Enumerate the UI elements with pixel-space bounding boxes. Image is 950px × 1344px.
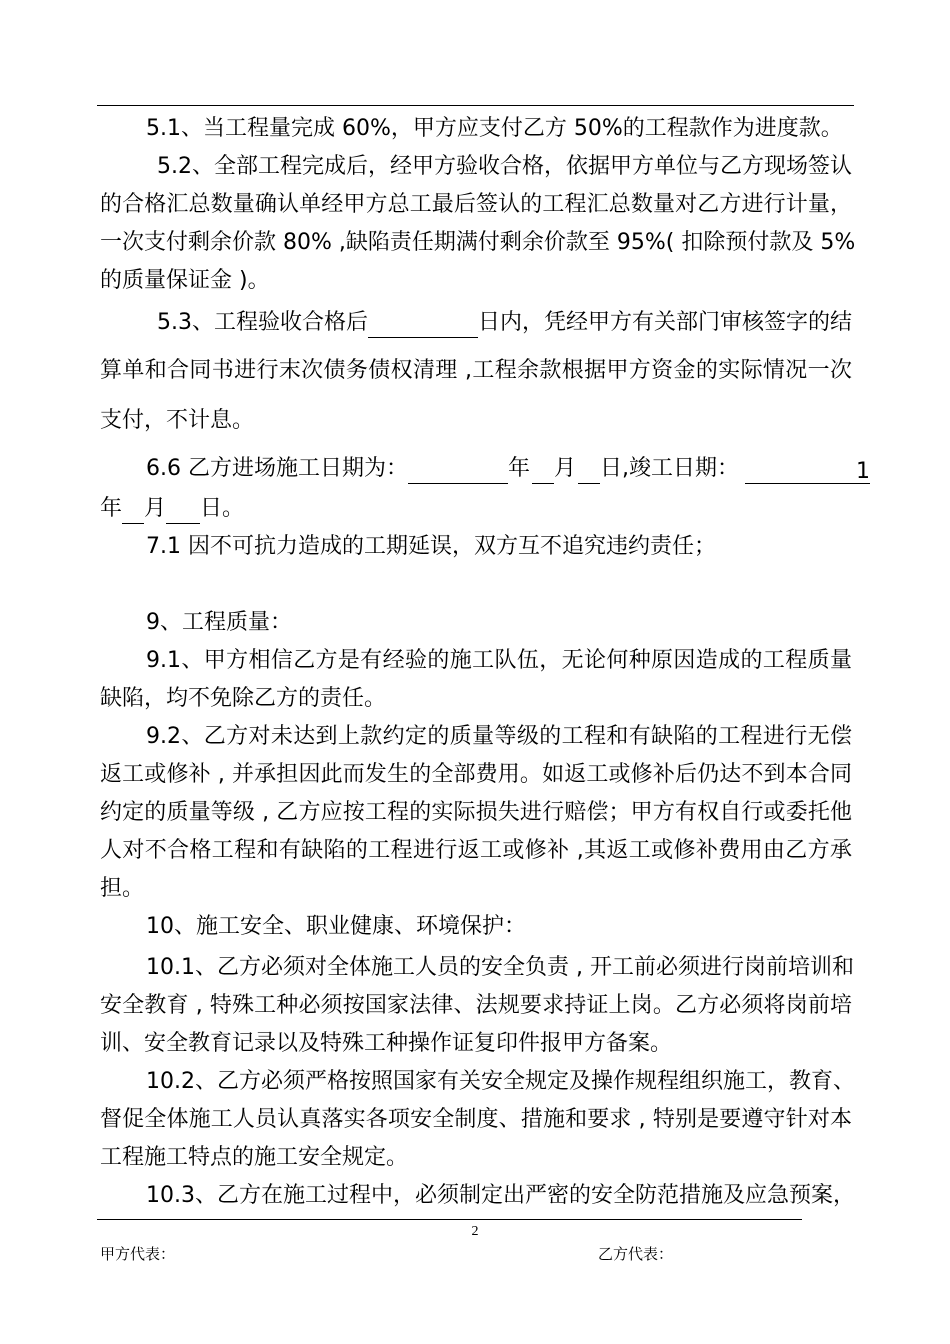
clause-10-1-line-3: 训、安全教育记录以及特殊工种操作证复印件报甲方备案。 bbox=[100, 1031, 673, 1056]
footer-rule bbox=[97, 1219, 802, 1220]
clause-9-2-line-2: 返工或修补 , 并承担因此而发生的全部费用。如返工或修补后仍达不到本合同 bbox=[100, 762, 852, 787]
clause-5-2-line-1: 5.2、全部工程完成后，经甲方验收合格，依据甲方单位与乙方现场签认 bbox=[157, 154, 852, 179]
clause-10-2-line-2: 督促全体施工人员认真落实各项安全制度、措施和要求 , 特别是要遵守针对本 bbox=[100, 1107, 852, 1132]
section-10-heading: 10、施工安全、职业健康、环境保护： bbox=[146, 914, 526, 939]
completion-digit: 1 bbox=[856, 459, 871, 484]
clause-5-3-mid: 日内，凭经甲方有关部门审核签字的结 bbox=[478, 310, 853, 335]
start-month-label: 月 bbox=[554, 456, 577, 481]
start-year-label: 年 bbox=[507, 456, 530, 481]
start-day-blank bbox=[578, 457, 600, 484]
end-month-label: 月 bbox=[144, 496, 167, 521]
clause-10-1-line-1: 10.1、乙方必须对全体施工人员的安全负责 , 开工前必须进行岗前培训和 bbox=[146, 955, 854, 980]
clause-5-1: 5.1、当工程量完成 60%，甲方应支付乙方 50%的工程款作为进度款。 bbox=[146, 116, 843, 141]
clause-9-2-line-5: 担。 bbox=[100, 876, 145, 901]
clause-5-3-line-2: 算单和合同书进行末次债务债权清理 ,工程余款根据甲方资金的实际情况一次 bbox=[100, 358, 852, 383]
clause-5-2-line-2: 的合格汇总数量确认单经甲方总工最后签认的工程汇总数量对乙方进行计量， bbox=[100, 192, 852, 217]
page-number: 2 bbox=[471, 1224, 479, 1239]
start-date-label: 6.6 乙方进场施工日期为： bbox=[146, 456, 408, 481]
completion-date-label: ,竣工日期： bbox=[622, 456, 740, 481]
days-blank bbox=[368, 311, 478, 338]
end-day-label: 日。 bbox=[200, 496, 245, 521]
header-rule bbox=[97, 105, 854, 106]
clause-9-1-line-2: 缺陷，均不免除乙方的责任。 bbox=[100, 686, 387, 711]
clause-10-1-line-2: 安全教育 , 特殊工种必须按国家法律、法规要求持证上岗。乙方必须将岗前培 bbox=[100, 993, 852, 1018]
clause-6-6-line-2 bbox=[100, 494, 852, 530]
clause-10-3-line-1: 10.3、乙方在施工过程中，必须制定出严密的安全防范措施及应急预案， bbox=[146, 1183, 855, 1208]
start-day-label: 日 bbox=[600, 456, 623, 481]
section-9-heading: 9、工程质量： bbox=[146, 610, 292, 635]
clause-5-2-line-4: 的质量保证金 )。 bbox=[100, 268, 270, 293]
completion-blank bbox=[745, 457, 870, 484]
clause-10-2-line-1: 10.2、乙方必须严格按照国家有关安全规定及操作规程组织施工，教育、 bbox=[146, 1069, 855, 1094]
start-year-blank bbox=[408, 457, 508, 484]
clause-9-2-line-1: 9.2、乙方对未达到上款约定的质量等级的工程和有缺陷的工程进行无偿 bbox=[146, 724, 852, 749]
clause-6-6-line-1 bbox=[146, 454, 871, 490]
clause-5-2-line-3: 一次支付剩余价款 80% ,缺陷责任期满付剩余价款至 95%( 扣除预付款及 5% bbox=[100, 230, 856, 255]
clause-9-1-line-1: 9.1、甲方相信乙方是有经验的施工队伍，无论何种原因造成的工程质量 bbox=[146, 648, 852, 673]
end-day-blank bbox=[166, 497, 200, 524]
clause-5-3-start: 5.3、工程验收合格后 bbox=[157, 310, 368, 335]
clause-5-3-line-3: 支付，不计息。 bbox=[100, 408, 255, 433]
clause-9-2-line-3: 约定的质量等级 , 乙方应按工程的实际损失进行赔偿；甲方有权自行或委托他 bbox=[100, 800, 852, 825]
clause-7-1: 7.1 因不可抗力造成的工期延误，双方互不追究违约责任； bbox=[146, 534, 716, 559]
end-month-blank bbox=[122, 497, 144, 524]
party-a-representative: 甲方代表： bbox=[100, 1245, 176, 1263]
clause-9-2-line-4: 人对不合格工程和有缺陷的工程进行返工或修补 ,其返工或修补费用由乙方承 bbox=[100, 838, 852, 863]
clause-5-3-line-1 bbox=[157, 308, 852, 338]
clause-10-2-line-3: 工程施工特点的施工安全规定。 bbox=[100, 1145, 409, 1170]
party-b-representative: 乙方代表： bbox=[598, 1245, 674, 1263]
start-month-blank bbox=[532, 457, 554, 484]
end-year-label: 年 bbox=[100, 496, 123, 521]
